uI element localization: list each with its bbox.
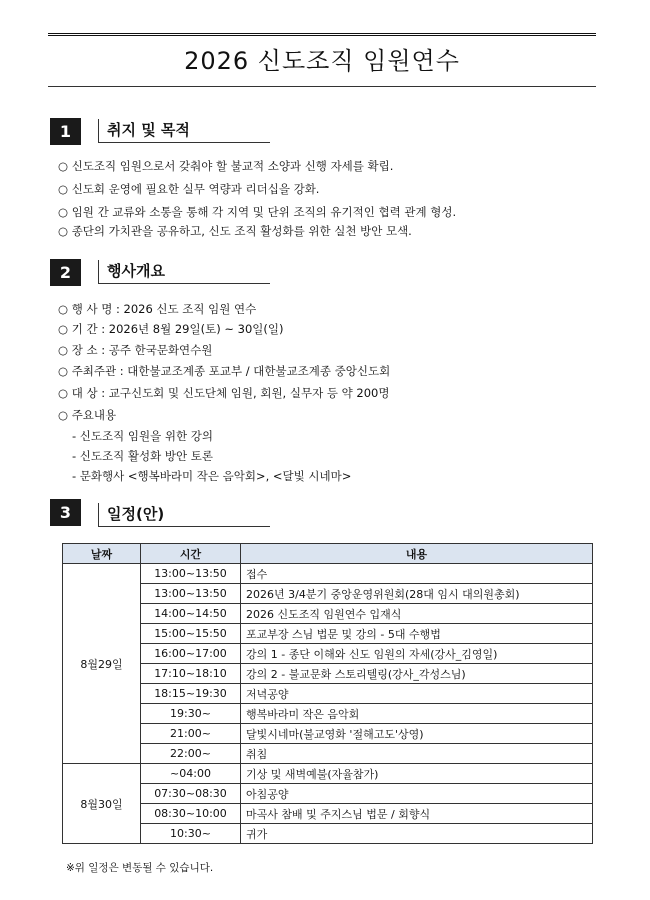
time-cell: 08:30~10:00	[141, 804, 241, 824]
purpose-line: ○ 종단의 가치관을 공유하고, 신도 조직 활성화를 위한 실천 방안 모색.	[58, 224, 412, 238]
section-1-number: 1	[50, 118, 81, 145]
overview-line: ○ 주최주관 : 대한불교조계종 포교부 / 대한불교조계종 중앙신도회	[58, 364, 391, 378]
content-cell: 기상 및 새벽예불(자율참가)	[241, 764, 593, 784]
content-cell: 강의 2 - 불교문화 스토리텔링(강사_각성스님)	[241, 664, 593, 684]
purpose-line: ○ 신도회 운영에 필요한 실무 역량과 리더십을 강화.	[58, 182, 320, 196]
content-cell: 강의 1 - 종단 이해와 신도 임원의 자세(강사_김영일)	[241, 644, 593, 664]
content-cell: 포교부장 스님 법문 및 강의 - 5대 수행법	[241, 624, 593, 644]
table-row	[63, 804, 593, 824]
table-row	[63, 584, 593, 604]
time-cell: 21:00~	[141, 724, 241, 744]
overview-line: ○ 대 상 : 교구신도회 및 신도단체 임원, 회원, 실무자 등 약 200명	[58, 386, 390, 400]
schedule-note: ※위 일정은 변동될 수 있습니다.	[66, 862, 214, 874]
overview-line: ○ 장 소 : 공주 한국문화연수원	[58, 343, 213, 357]
overview-line: ○ 주요내용	[58, 408, 117, 422]
table-row	[63, 644, 593, 664]
purpose-line: ○ 임원 간 교류와 소통을 통해 각 지역 및 단위 조직의 유기적인 협력 관계 형성.	[58, 205, 457, 219]
table-row	[63, 684, 593, 704]
time-cell: 13:00~13:50	[141, 584, 241, 604]
header-date: 날짜	[63, 544, 141, 564]
overview-line: ○ 행 사 명 : 2026 신도 조직 임원 연수	[58, 302, 257, 316]
section-2-title: 행사개요	[98, 260, 270, 284]
table-row	[63, 624, 593, 644]
time-cell: 17:10~18:10	[141, 664, 241, 684]
overview-subline: - 문화행사 <행복바라미 작은 음악회>, <달빛 시네마>	[72, 469, 352, 483]
time-cell: 13:00~13:50	[141, 564, 241, 584]
table-row	[63, 704, 593, 724]
content-cell: 저녁공양	[241, 684, 593, 704]
time-cell: 16:00~17:00	[141, 644, 241, 664]
overview-subline: - 신도조직 활성화 방안 토론	[72, 449, 213, 463]
content-cell: 2026년 3/4분기 중앙운영위원회(28대 임시 대의원총회)	[241, 584, 593, 604]
section-3-number: 3	[50, 499, 81, 526]
time-cell: 07:30~08:30	[141, 784, 241, 804]
content-cell: 2026 신도조직 임원연수 입재식	[241, 604, 593, 624]
purpose-line: ○ 신도조직 임원으로서 갖춰야 할 불교적 소양과 신행 자세를 확립.	[58, 159, 394, 173]
date-cell: 8월30일	[63, 764, 141, 844]
section-3-title: 일정(안)	[98, 503, 270, 527]
time-cell: ~04:00	[141, 764, 241, 784]
content-cell: 행복바라미 작은 음악회	[241, 704, 593, 724]
table-row	[63, 664, 593, 684]
time-cell: 10:30~	[141, 824, 241, 844]
table-row	[63, 764, 593, 784]
table-row	[63, 724, 593, 744]
content-cell: 귀가	[241, 824, 593, 844]
header-time: 시간	[141, 544, 241, 564]
overview-subline: - 신도조직 임원을 위한 강의	[72, 429, 213, 443]
table-header-row	[63, 544, 593, 564]
table-row	[63, 604, 593, 624]
section-2-number: 2	[50, 259, 81, 286]
time-cell: 15:00~15:50	[141, 624, 241, 644]
time-cell: 22:00~	[141, 744, 241, 764]
overview-line: ○ 기 간 : 2026년 8월 29일(토) ~ 30일(일)	[58, 322, 284, 336]
time-cell: 14:00~14:50	[141, 604, 241, 624]
table-row	[63, 744, 593, 764]
document-title: 2026 신도조직 임원연수	[184, 47, 460, 75]
date-cell: 8월29일	[63, 564, 141, 764]
content-cell: 달빛시네마(불교영화 '절해고도'상영)	[241, 724, 593, 744]
table-row	[63, 564, 593, 584]
header-content: 내용	[241, 544, 593, 564]
table-row	[63, 784, 593, 804]
time-cell: 19:30~	[141, 704, 241, 724]
schedule-table	[62, 543, 593, 844]
section-1-title: 취지 및 목적	[98, 119, 270, 143]
time-cell: 18:15~19:30	[141, 684, 241, 704]
content-cell: 접수	[241, 564, 593, 584]
content-cell: 취침	[241, 744, 593, 764]
content-cell: 마곡사 참배 및 주지스님 법문 / 회향식	[241, 804, 593, 824]
document-title-box	[48, 33, 596, 87]
content-cell: 아침공양	[241, 784, 593, 804]
table-row	[63, 824, 593, 844]
